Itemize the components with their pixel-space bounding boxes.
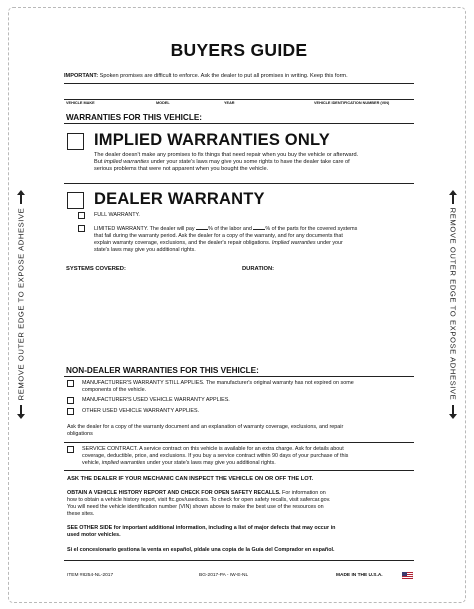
mechanic-inspect-text: ASK THE DEALER IF YOUR MECHANIC CAN INSPECT THE VEHICLE ON OR OFF THE LOT.: [67, 476, 314, 482]
limited-line-3-post: under your: [315, 240, 343, 246]
service-line-c-post: under your state's laws may give you additional rights.: [145, 460, 276, 466]
ask-line-a: Ask the dealer for a copy of the warranty document and an explanation of warranty coverage, exclusions, and repair: [67, 424, 344, 430]
divider: [64, 442, 414, 443]
systems-covered-field[interactable]: [66, 276, 236, 362]
important-notice: [64, 73, 414, 79]
limited-line-3: [94, 240, 414, 247]
full-warranty-label: FULL WARRANTY.: [94, 212, 140, 218]
implied-warranties-checkbox[interactable]: [67, 133, 84, 150]
systems-covered-label: SYSTEMS COVERED:: [66, 266, 126, 272]
implied-line-2-post: under your state's laws may give you some rights to have the dealer take care of: [149, 159, 350, 166]
manufacturer-used-warranty-checkbox[interactable]: [67, 397, 74, 404]
warranties-heading: WARRANTIES FOR THIS VEHICLE:: [66, 113, 203, 122]
implied-warranties-text: [94, 152, 414, 174]
arrow-up-icon: [16, 190, 26, 204]
form-code: BG-2017-PA - IW-E-NL: [199, 573, 249, 578]
manufacturer-used-warranty-label: MANUFACTURER'S USED VEHICLE WARRANTY APPLIES.: [82, 397, 230, 403]
item1-line-a: MANUFACTURER'S WARRANTY STILL APPLIES. The manufacturer's original warranty has not expired on some: [82, 380, 354, 386]
parts-percent-field[interactable]: [253, 225, 265, 230]
arrow-down-icon: [448, 405, 458, 419]
divider: [64, 376, 414, 377]
important-text: Spoken promises are difficult to enforce. Ask the dealer to put all promises in writing. Keep this form.: [99, 73, 348, 79]
limited-text-c: % of the parts for the covered systems: [265, 226, 358, 232]
limited-warranty-text: [94, 225, 414, 254]
vehicle-vin-label: VEHICLE IDENTIFICATION NUMBER (VIN): [314, 101, 390, 105]
arrow-down-icon: [16, 405, 26, 419]
vehicle-make-label: VEHICLE MAKE: [66, 101, 95, 105]
dealer-warranty-heading: DEALER WARRANTY: [94, 190, 265, 208]
implied-line-1: The dealer doesn't make any promises to fix things that need repair when you buy the vehicle or afterward.: [94, 152, 359, 158]
labor-percent-field[interactable]: [196, 225, 208, 230]
history-line-d: these sites.: [67, 511, 95, 517]
item-number: ITEM #8254-NL-2017: [67, 573, 114, 578]
service-contract-checkbox[interactable]: [67, 446, 74, 453]
dealer-warranty-checkbox[interactable]: [67, 192, 84, 209]
non-dealer-heading: NON-DEALER WARRANTIES FOR THIS VEHICLE:: [66, 366, 259, 375]
history-line-b: how to obtain a vehicle history report, visit ftc.gov/usedcars. To check for open safety recalls, visit safercar.gov.: [67, 497, 331, 503]
ask-dealer-copy-text: [67, 424, 414, 438]
implied-line-2-pre: But: [94, 159, 104, 166]
limited-line-2: that fail during the warranty period. Ask the dealer for a copy of the warranty, and for any documents that: [94, 233, 343, 239]
vehicle-year-label: YEAR: [224, 101, 235, 105]
service-contract-text: [82, 446, 414, 467]
limited-text-a: LIMITED WARRANTY. The dealer will pay: [94, 226, 195, 232]
divider: [64, 123, 414, 124]
vehicle-model-label: MODEL: [156, 101, 170, 105]
service-line-c-pre: vehicle,: [82, 460, 102, 466]
duration-label: DURATION:: [242, 266, 275, 272]
service-line-b: coverage, deductible, price, and exclusions. If you buy a service contract within 90 days of your purchase of this: [82, 453, 349, 459]
divider: [64, 560, 414, 561]
important-label: IMPORTANT:: [64, 73, 99, 79]
history-a: For information on: [280, 490, 326, 496]
buyers-guide-form: [64, 40, 414, 588]
limited-warranty-checkbox[interactable]: [78, 225, 85, 232]
history-line-a: [67, 490, 414, 497]
left-adhesive-text: REMOVE OUTER EDGE TO EXPOSE ADHESIVE: [16, 207, 26, 401]
implied-line-2: [94, 159, 414, 166]
us-flag-icon: [402, 572, 413, 579]
other-side-line-b: used motor vehicles.: [67, 532, 121, 538]
service-line-a: SERVICE CONTRACT. A service contract on this vehicle is available for an extra charge. Ask for details about: [82, 446, 344, 452]
left-adhesive-edge: [8, 0, 34, 609]
service-line-c: [82, 460, 414, 467]
implied-line-2-italic: implied warranties: [103, 159, 150, 166]
history-bold: OBTAIN A VEHICLE HISTORY REPORT AND CHECK FOR OPEN SAFETY RECALLS.: [67, 490, 281, 496]
item1-line-b: components of the vehicle.: [82, 387, 147, 393]
manufacturer-warranty-text: [82, 380, 414, 394]
arrow-up-icon: [448, 190, 458, 204]
other-used-warranty-label: OTHER USED VEHICLE WARRANTY APPLIES.: [82, 408, 200, 414]
full-warranty-checkbox[interactable]: [78, 212, 85, 219]
other-used-warranty-checkbox[interactable]: [67, 408, 74, 415]
history-line-c: You will need the vehicle identification number (VIN) shown above to make the best use of the resources on: [67, 504, 324, 510]
implied-line-3: serious problems that were not apparent when you bought the vehicle.: [94, 166, 269, 173]
divider: [64, 470, 414, 471]
manufacturer-warranty-checkbox[interactable]: [67, 380, 74, 387]
service-line-c-italic: implied warranties: [101, 460, 146, 466]
vehicle-info-line: [64, 99, 414, 100]
limited-text-b: % of the labor and: [208, 226, 252, 232]
page-title: BUYERS GUIDE: [170, 40, 308, 60]
duration-field[interactable]: [242, 276, 412, 362]
divider: [64, 183, 414, 184]
limited-line-3-italic: Implied warranties: [271, 240, 316, 246]
limited-line-4: state's laws may give you additional rights.: [94, 247, 196, 253]
vehicle-history-text: [67, 490, 414, 518]
divider: [64, 83, 414, 84]
limited-line-3-pre: explain warranty coverage, exclusions, and the dealer's repair obligations.: [94, 240, 272, 246]
limited-line-1: [94, 225, 414, 233]
see-other-side-text: [67, 525, 414, 539]
spanish-notice: Si el concesionario gestiona la venta en español, pídale una copia de la Guía del Comprador en español.: [67, 547, 335, 553]
ask-line-b: obligations: [67, 431, 93, 437]
right-adhesive-edge: [440, 0, 466, 609]
made-in-usa: MADE IN THE U.S.A.: [336, 573, 383, 578]
other-side-line-a: SEE OTHER SIDE for important additional information, including a list of major defects that may occur in: [67, 525, 336, 531]
implied-warranties-heading: IMPLIED WARRANTIES ONLY: [94, 131, 330, 149]
right-adhesive-text: REMOVE OUTER EDGE TO EXPOSE ADHESIVE: [448, 207, 458, 401]
